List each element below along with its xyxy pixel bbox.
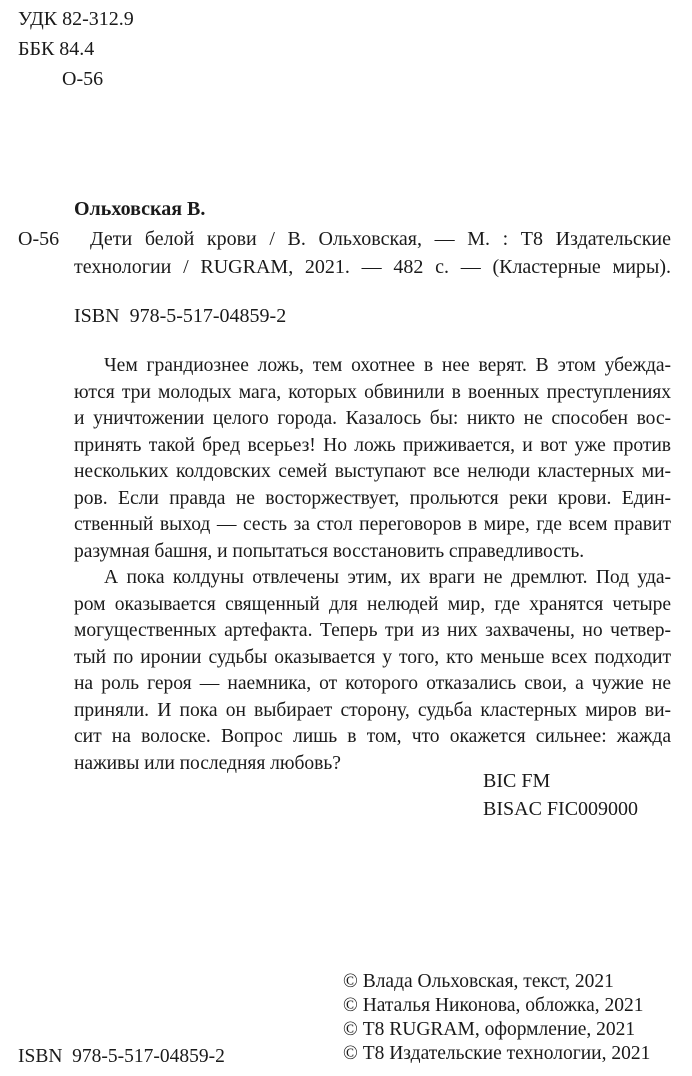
- bibliography-mark: О-56: [18, 228, 60, 250]
- annotation-line: на роль героя — наемника, от которого отказались свои, а чужие не: [74, 673, 671, 694]
- annotation-line: принять такой бред всерьез! Но ложь приживается, и вот уже против: [74, 434, 671, 456]
- annotation-line: тый по иронии судьбы оказывается у того, кто меньше всех подходит: [74, 646, 671, 668]
- annotation-line: приняли. И пока он выбирает сторону, судьба кластерных миров ви-: [74, 699, 671, 721]
- udk-code: УДК 82-312.9: [18, 8, 134, 30]
- bibliography-line-2: технологии / RUGRAM, 2021. — 482 с. — (Кластерные миры).: [74, 256, 671, 278]
- annotation-paragraph-2: [74, 565, 671, 777]
- author-name: Ольховская В.: [74, 198, 206, 220]
- annotation-line: нескольких колдовских семей выступают все нелюди кластерных ми-: [74, 461, 671, 482]
- annotation-line: ются три молодых мага, которых обвинили в военных преступлениях: [74, 381, 671, 403]
- bisac-code: BISAC FIC009000: [483, 798, 639, 820]
- bibliography-line-1: Дети белой крови / В. Ольховская, — М. : Т8 Издательские: [90, 228, 671, 250]
- annotation-paragraph-1: [74, 353, 671, 565]
- copyright-line: © Влада Ольховская, текст, 2021: [343, 971, 614, 992]
- annotation-line: Чем грандиознее ложь, тем охотнее в нее верят. В этом убежда-: [104, 355, 671, 376]
- annotation-line: сит на волоске. Вопрос лишь в том, что окажется сильнее: жажда: [74, 726, 671, 747]
- annotation-line: ственный выход — сесть за стол переговоров в мире, где всем правит: [74, 514, 671, 535]
- annotation-line: ров. Если правда не восторжествует, прольются реки крови. Един-: [74, 487, 671, 509]
- bic-code: BIC FM: [483, 770, 551, 792]
- isbn-main: ISBN 978-5-517-04859-2: [74, 305, 287, 327]
- annotation-line: могущественных артефакта. Теперь три из них захвачены, но четвер-: [74, 620, 671, 641]
- annotation-line: и уничтожении целого города. Казалось бы: никто не способен вос-: [74, 408, 671, 429]
- copyright-line: © Т8 RUGRAM, оформление, 2021: [343, 1019, 636, 1040]
- bbk-code: ББК 84.4: [18, 38, 95, 60]
- copyright-block: [343, 970, 650, 1066]
- annotation-line: разумная башня, и попытаться восстановить справедливость.: [74, 540, 585, 562]
- annotation-line: ром оказывается священный для нелюдей мир, где хранятся четыре: [74, 593, 671, 615]
- annotation-line: наживы или последняя любовь?: [74, 752, 341, 774]
- copyright-line: © Т8 Издательские технологии, 2021: [343, 1043, 651, 1064]
- copyright-line: © Наталья Никонова, обложка, 2021: [343, 995, 644, 1016]
- annotation-line: А пока колдуны отвлечены этим, их враги не дремлют. Под уда-: [104, 567, 671, 588]
- isbn-bottom: ISBN 978-5-517-04859-2: [18, 1046, 225, 1067]
- author-mark: О-56: [62, 68, 104, 90]
